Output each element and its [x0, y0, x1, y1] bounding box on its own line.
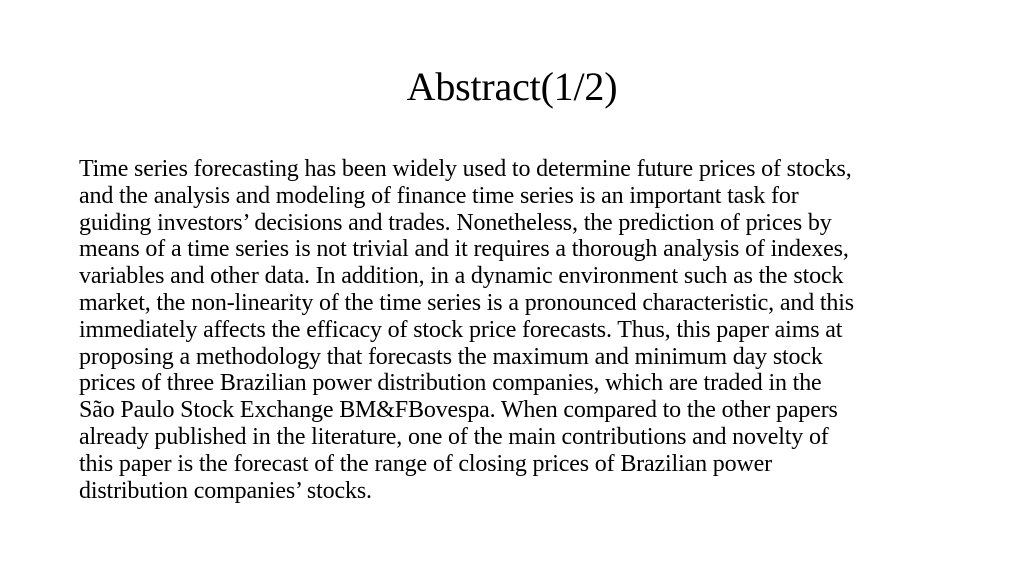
abstract-line: São Paulo Stock Exchange BM&FBovespa. When compared to the other papers	[79, 397, 838, 424]
abstract-line: this paper is the forecast of the range of closing prices of Brazilian power	[79, 450, 773, 477]
abstract-line: variables and other data. In addition, in a dynamic environment such as the stock	[79, 263, 844, 290]
abstract-paragraph	[79, 156, 1009, 504]
abstract-line: prices of three Brazilian power distribution companies, which are traded in the	[79, 370, 822, 397]
abstract-line: immediately affects the efficacy of stock price forecasts. Thus, this paper aims at	[79, 316, 843, 343]
abstract-line: Time series forecasting has been widely used to determine future prices of stocks,	[79, 156, 852, 182]
abstract-line: proposing a methodology that forecasts the maximum and minimum day stock	[79, 343, 823, 370]
abstract-line: guiding investors’ decisions and trades. Nonetheless, the prediction of prices by	[79, 209, 832, 236]
abstract-line: means of a time series is not trivial and it requires a thorough analysis of indexes,	[79, 236, 849, 263]
abstract-line: distribution companies’ stocks.	[79, 477, 372, 504]
abstract-line: already published in the literature, one of the main contributions and novelty of	[79, 423, 829, 450]
abstract-line: market, the non-linearity of the time series is a pronounced characteristic, and this	[79, 289, 854, 316]
abstract-line: and the analysis and modeling of finance time series is an important task for	[79, 182, 799, 209]
slide-title: Abstract(1/2)	[406, 64, 618, 109]
